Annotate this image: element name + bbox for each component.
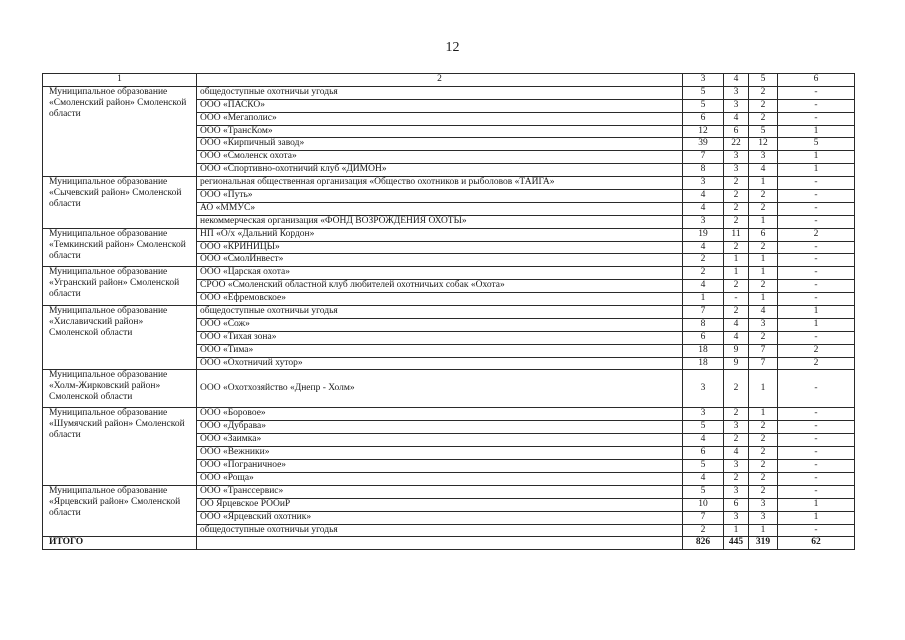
col3-cell: 4 <box>683 472 724 485</box>
organization-cell: ООО «Охотничий хутор» <box>197 357 683 370</box>
col3-cell: 3 <box>683 215 724 228</box>
col5-cell: 1 <box>749 267 778 280</box>
col4-cell: 2 <box>724 202 749 215</box>
col3-cell: 8 <box>683 318 724 331</box>
table-row <box>43 228 855 241</box>
col6-cell: - <box>778 421 855 434</box>
col6-cell: - <box>778 202 855 215</box>
col4-cell: - <box>724 293 749 306</box>
col6-cell: 1 <box>778 318 855 331</box>
organization-cell: ООО «Пограничное» <box>197 460 683 473</box>
col3-cell: 10 <box>683 498 724 511</box>
organization-cell: ООО «Кирпичный завод» <box>197 138 683 151</box>
col4-cell: 2 <box>724 370 749 408</box>
total-row <box>43 537 855 550</box>
header-cell-5: 5 <box>749 74 778 87</box>
col3-cell: 3 <box>683 408 724 421</box>
col5-cell: 6 <box>749 228 778 241</box>
district-name-cell: Муниципальное образование «Ярцевский район» Смоленской области <box>43 485 197 537</box>
col3-cell: 6 <box>683 112 724 125</box>
col4-cell: 6 <box>724 125 749 138</box>
col4-cell: 6 <box>724 498 749 511</box>
total-col4-cell: 445 <box>724 537 749 550</box>
col4-cell: 2 <box>724 280 749 293</box>
col4-cell: 3 <box>724 460 749 473</box>
col4-cell: 2 <box>724 177 749 190</box>
organization-cell: ООО «Смоленск охота» <box>197 151 683 164</box>
col6-cell: - <box>778 177 855 190</box>
col5-cell: 2 <box>749 447 778 460</box>
col6-cell: - <box>778 280 855 293</box>
col6-cell: - <box>778 267 855 280</box>
col5-cell: 7 <box>749 357 778 370</box>
col6-cell: - <box>778 408 855 421</box>
col5-cell: 2 <box>749 112 778 125</box>
district-name-cell: Муниципальное образование «Шумячский район» Смоленской области <box>43 408 197 485</box>
header-cell-2: 2 <box>197 74 683 87</box>
col4-cell: 9 <box>724 344 749 357</box>
col5-cell: 2 <box>749 241 778 254</box>
total-col3-cell: 826 <box>683 537 724 550</box>
col3-cell: 4 <box>683 190 724 203</box>
organization-cell: ООО «ТрансКом» <box>197 125 683 138</box>
col6-cell: - <box>778 190 855 203</box>
col3-cell: 5 <box>683 99 724 112</box>
col6-cell: - <box>778 86 855 99</box>
district-name-cell: Муниципальное образование «Сычевский район» Смоленской области <box>43 177 197 229</box>
table-row <box>43 408 855 421</box>
hunting-grounds-table <box>42 73 855 550</box>
table-row <box>43 267 855 280</box>
organization-cell: некоммерческая организация «ФОНД ВОЗРОЖДЕНИЯ ОХОТЫ» <box>197 215 683 228</box>
district-name-cell: Муниципальное образование «Смоленский район» Смоленской области <box>43 86 197 176</box>
col4-cell: 2 <box>724 408 749 421</box>
col5-cell: 2 <box>749 99 778 112</box>
col4-cell: 4 <box>724 447 749 460</box>
col5-cell: 2 <box>749 86 778 99</box>
district-name-cell: Муниципальное образование «Темкинский район» Смоленской области <box>43 228 197 267</box>
header-cell-3: 3 <box>683 74 724 87</box>
organization-cell: ООО «Путь» <box>197 190 683 203</box>
col4-cell: 2 <box>724 472 749 485</box>
organization-cell: ООО «Тихая зона» <box>197 331 683 344</box>
col3-cell: 6 <box>683 331 724 344</box>
col5-cell: 1 <box>749 177 778 190</box>
col6-cell: - <box>778 99 855 112</box>
col5-cell: 2 <box>749 434 778 447</box>
organization-cell: ООО «Боровое» <box>197 408 683 421</box>
col6-cell: 1 <box>778 151 855 164</box>
col4-cell: 2 <box>724 434 749 447</box>
col4-cell: 2 <box>724 306 749 319</box>
organization-cell: ООО «КРИНИЦЫ» <box>197 241 683 254</box>
col4-cell: 9 <box>724 357 749 370</box>
district-name-cell: Муниципальное образование «Хиславичский район» Смоленской области <box>43 306 197 370</box>
col5-cell: 2 <box>749 485 778 498</box>
col5-cell: 2 <box>749 280 778 293</box>
col5-cell: 2 <box>749 331 778 344</box>
organization-cell: общедоступные охотничьи угодья <box>197 86 683 99</box>
col6-cell: 2 <box>778 357 855 370</box>
col5-cell: 7 <box>749 344 778 357</box>
table-row <box>43 485 855 498</box>
col3-cell: 4 <box>683 241 724 254</box>
col3-cell: 5 <box>683 421 724 434</box>
col3-cell: 5 <box>683 460 724 473</box>
organization-cell: ООО «Тима» <box>197 344 683 357</box>
col6-cell: - <box>778 370 855 408</box>
col3-cell: 8 <box>683 164 724 177</box>
col5-cell: 1 <box>749 370 778 408</box>
col6-cell: - <box>778 254 855 267</box>
table-row <box>43 370 855 408</box>
col3-cell: 2 <box>683 267 724 280</box>
table-row <box>43 86 855 99</box>
col6-cell: 5 <box>778 138 855 151</box>
col3-cell: 39 <box>683 138 724 151</box>
table-row <box>43 306 855 319</box>
col5-cell: 3 <box>749 498 778 511</box>
organization-cell: НП «О/х «Дальний Кордон» <box>197 228 683 241</box>
table-row <box>43 177 855 190</box>
organization-cell: ООО «ПАСКО» <box>197 99 683 112</box>
total-col5-cell: 319 <box>749 537 778 550</box>
col4-cell: 11 <box>724 228 749 241</box>
organization-cell: СРОО «Смоленский областной клуб любителей охотничьих собак «Охота» <box>197 280 683 293</box>
col3-cell: 4 <box>683 280 724 293</box>
col6-cell: 1 <box>778 164 855 177</box>
col5-cell: 1 <box>749 215 778 228</box>
col3-cell: 3 <box>683 177 724 190</box>
col6-cell: 1 <box>778 125 855 138</box>
col5-cell: 3 <box>749 511 778 524</box>
organization-cell: ООО «Сож» <box>197 318 683 331</box>
organization-cell: ООО «Роща» <box>197 472 683 485</box>
col6-cell: 1 <box>778 306 855 319</box>
col4-cell: 4 <box>724 112 749 125</box>
organization-cell: ООО «Вежники» <box>197 447 683 460</box>
col3-cell: 5 <box>683 86 724 99</box>
col3-cell: 2 <box>683 254 724 267</box>
col6-cell: - <box>778 460 855 473</box>
total-empty-cell <box>197 537 683 550</box>
col6-cell: 2 <box>778 228 855 241</box>
col3-cell: 18 <box>683 357 724 370</box>
col3-cell: 2 <box>683 524 724 537</box>
organization-cell: общедоступные охотничьи угодья <box>197 524 683 537</box>
col5-cell: 1 <box>749 524 778 537</box>
organization-cell: ООО «Охотхозяйство «Днепр - Холм» <box>197 370 683 408</box>
col3-cell: 12 <box>683 125 724 138</box>
col4-cell: 2 <box>724 190 749 203</box>
col4-cell: 22 <box>724 138 749 151</box>
col4-cell: 2 <box>724 215 749 228</box>
col3-cell: 7 <box>683 306 724 319</box>
col6-cell: - <box>778 485 855 498</box>
col4-cell: 3 <box>724 485 749 498</box>
organization-cell: региональная общественная организация «Общество охотников и рыболовов «ТАЙГА» <box>197 177 683 190</box>
col4-cell: 4 <box>724 318 749 331</box>
col4-cell: 1 <box>724 254 749 267</box>
col5-cell: 1 <box>749 293 778 306</box>
col3-cell: 6 <box>683 447 724 460</box>
col4-cell: 2 <box>724 241 749 254</box>
col6-cell: - <box>778 241 855 254</box>
col5-cell: 4 <box>749 164 778 177</box>
col5-cell: 2 <box>749 202 778 215</box>
col4-cell: 3 <box>724 151 749 164</box>
organization-cell: ООО «Мегаполис» <box>197 112 683 125</box>
col5-cell: 3 <box>749 151 778 164</box>
col6-cell: 1 <box>778 498 855 511</box>
col6-cell: - <box>778 331 855 344</box>
district-name-cell: Муниципальное образование «Холм-Жирковский район» Смоленской области <box>43 370 197 408</box>
col6-cell: - <box>778 447 855 460</box>
col4-cell: 4 <box>724 331 749 344</box>
total-label-cell: ИТОГО <box>43 537 197 550</box>
col3-cell: 4 <box>683 434 724 447</box>
organization-cell: АО «ММУС» <box>197 202 683 215</box>
organization-cell: ООО «Заимка» <box>197 434 683 447</box>
organization-cell: ООО «Транссервис» <box>197 485 683 498</box>
col5-cell: 2 <box>749 460 778 473</box>
organization-cell: ООО «Ярцевский охотник» <box>197 511 683 524</box>
col5-cell: 2 <box>749 472 778 485</box>
organization-cell: ООО «Спортивно-охотничий клуб «ДИМОН» <box>197 164 683 177</box>
organization-cell: ОО Ярцевское РООиР <box>197 498 683 511</box>
col4-cell: 1 <box>724 524 749 537</box>
organization-cell: ООО «Ефремовское» <box>197 293 683 306</box>
col4-cell: 3 <box>724 511 749 524</box>
col3-cell: 4 <box>683 202 724 215</box>
header-cell-1: 1 <box>43 74 197 87</box>
col6-cell: 1 <box>778 511 855 524</box>
col4-cell: 3 <box>724 86 749 99</box>
col3-cell: 19 <box>683 228 724 241</box>
col6-cell: - <box>778 472 855 485</box>
organization-cell: ООО «Царская охота» <box>197 267 683 280</box>
col3-cell: 7 <box>683 511 724 524</box>
total-col6-cell: 62 <box>778 537 855 550</box>
col6-cell: - <box>778 112 855 125</box>
col4-cell: 3 <box>724 99 749 112</box>
col5-cell: 3 <box>749 318 778 331</box>
col6-cell: - <box>778 524 855 537</box>
col5-cell: 4 <box>749 306 778 319</box>
col6-cell: - <box>778 293 855 306</box>
col5-cell: 5 <box>749 125 778 138</box>
col3-cell: 1 <box>683 293 724 306</box>
page-number: 12 <box>445 40 460 55</box>
col3-cell: 3 <box>683 370 724 408</box>
col4-cell: 3 <box>724 164 749 177</box>
header-row <box>43 74 855 87</box>
organization-cell: общедоступные охотничьи угодья <box>197 306 683 319</box>
organization-cell: ООО «СмолИнвест» <box>197 254 683 267</box>
col4-cell: 1 <box>724 267 749 280</box>
col3-cell: 5 <box>683 485 724 498</box>
col3-cell: 18 <box>683 344 724 357</box>
col5-cell: 1 <box>749 254 778 267</box>
organization-cell: ООО «Дубрава» <box>197 421 683 434</box>
header-cell-4: 4 <box>724 74 749 87</box>
district-name-cell: Муниципальное образование «Угранский район» Смоленской области <box>43 267 197 306</box>
col6-cell: - <box>778 434 855 447</box>
col3-cell: 7 <box>683 151 724 164</box>
col5-cell: 2 <box>749 421 778 434</box>
col4-cell: 3 <box>724 421 749 434</box>
col5-cell: 12 <box>749 138 778 151</box>
header-cell-6: 6 <box>778 74 855 87</box>
col6-cell: - <box>778 215 855 228</box>
col6-cell: 2 <box>778 344 855 357</box>
col5-cell: 1 <box>749 408 778 421</box>
col5-cell: 2 <box>749 190 778 203</box>
